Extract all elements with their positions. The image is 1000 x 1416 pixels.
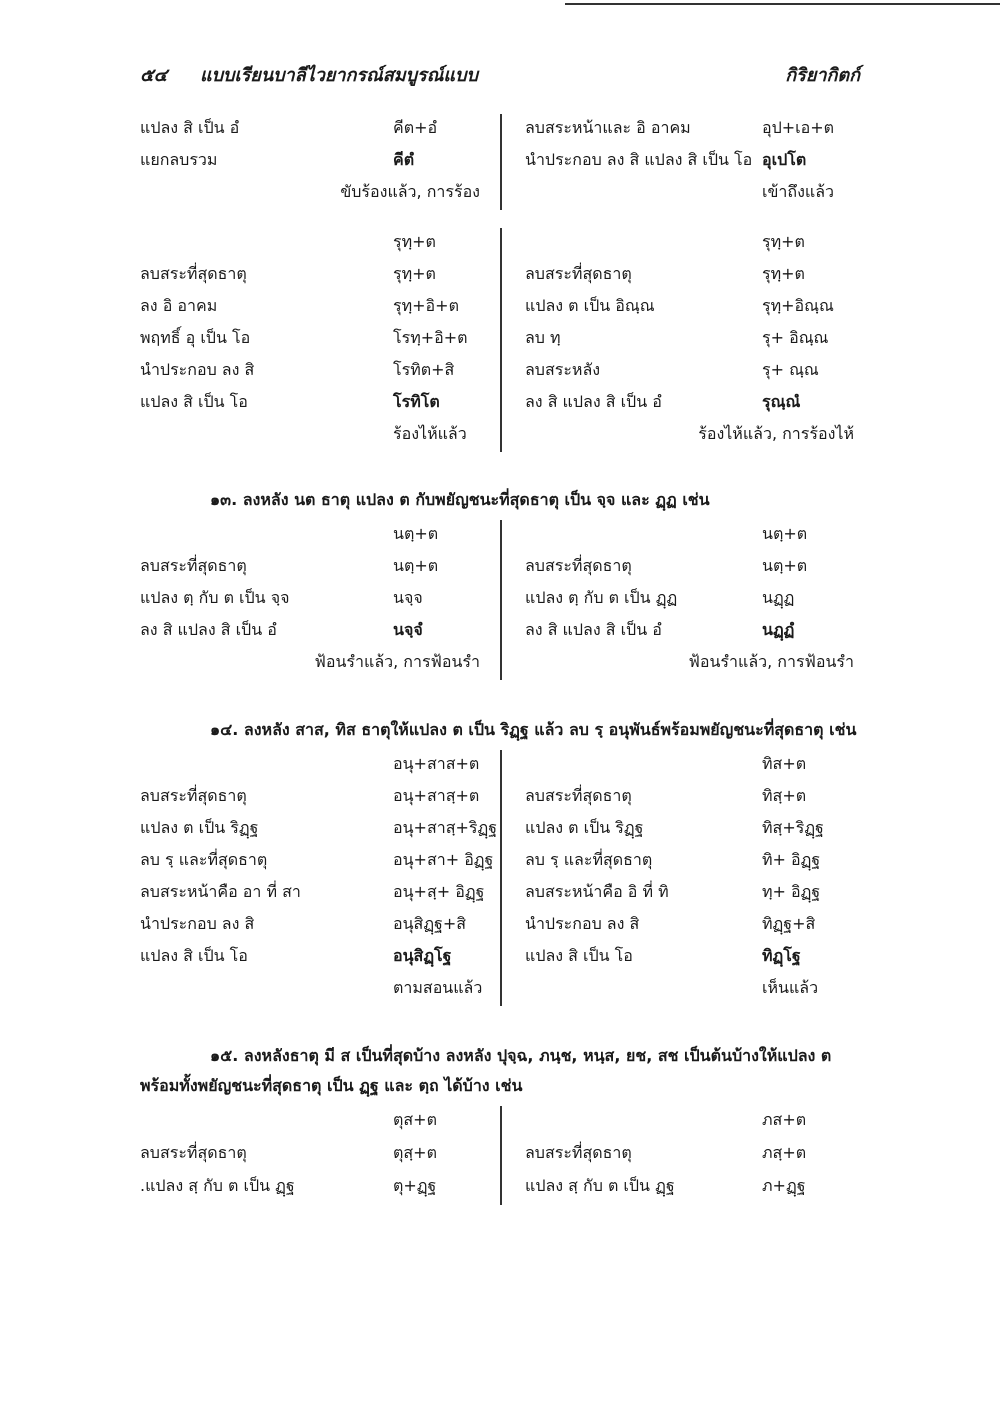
step-label-left: แปลง ตฺ กับ ต เป็น จฺจ <box>140 588 290 607</box>
rule-14-heading: ๑๔. ลงหลัง สาส, ทิส ธาตุให้แปลง ต เป็น ริฏฺฐ แล้ว ลบ รฺ อนุพันธ์พร้อมพยัญชนะที่สุดธาตุ เช่น <box>210 720 857 739</box>
step-label-left: ลบสระที่สุดธาตุ <box>140 786 247 805</box>
meaning-right: ร้องไห้แล้ว, การร้องไห้ <box>698 424 854 443</box>
step-label-right: แปลง ต เป็น ริฏฺฐ <box>525 818 644 837</box>
root-form-left: นตฺ+ต <box>393 524 439 543</box>
form-right: ทิสฺ+ริฏฺฐ <box>762 818 824 837</box>
step-label-left: นำประกอบ ลง สิ <box>140 914 255 933</box>
step-label-left: แยกลบรวม <box>140 150 218 169</box>
form-right: ทฺ+ อิฏฺฐ <box>762 882 821 901</box>
meaning-left: ร้องไห้แล้ว <box>393 424 467 443</box>
page-number: ๕๔ <box>140 65 168 86</box>
step-label-left: ลบสระหน้าคือ อา ที่ สา <box>140 882 301 901</box>
form-left: ตุสฺ+ต <box>393 1143 437 1162</box>
column-separator <box>500 1106 502 1205</box>
column-separator <box>500 520 502 680</box>
form-right: อุเปโต <box>762 150 807 169</box>
form-right: ทิฏฺฐ+สิ <box>762 914 816 933</box>
step-label-left: ลบ รฺ และที่สุดธาตุ <box>140 850 268 869</box>
form-right: รุ+ ณฺณ <box>762 360 819 379</box>
rule-15-heading-line2: พร้อมทั้งพยัญชนะที่สุดธาตุ เป็น ฏฺฐ และ ตฺถ ได้บ้าง เช่น <box>140 1076 523 1095</box>
root-form-right: ภส+ต <box>762 1110 807 1129</box>
step-label-right: ลบ ทฺ <box>525 328 561 347</box>
step-label-left: แปลง สิ เป็น อํ <box>140 118 240 137</box>
form-left: คีต+อํ <box>393 118 438 137</box>
form-left: นจฺจํ <box>393 620 423 639</box>
column-separator <box>500 114 502 210</box>
step-label-left: ลบสระที่สุดธาตุ <box>140 264 247 283</box>
step-label-right: แปลง ตฺ กับ ต เป็น ฏฺฏ <box>525 588 678 607</box>
form-left: ตุ+ฏฺฐ <box>393 1176 437 1195</box>
root-form-left: อนุ+สาส+ต <box>393 754 480 773</box>
form-right: ภ+ฏฺฐ <box>762 1176 806 1195</box>
step-label-left: แปลง สิ เป็น โอ <box>140 392 248 411</box>
step-label-right: ลง สิ แปลง สิ เป็น อํ <box>525 392 662 411</box>
column-separator <box>500 228 502 452</box>
root-form-right: ทิส+ต <box>762 754 807 773</box>
form-right: ทิฏฺโฐ <box>762 946 801 965</box>
step-label-right: นำประกอบ ลง สิ <box>525 914 640 933</box>
form-right: รุทฺ+อิณฺณ <box>762 296 834 315</box>
root-form-left: ตุส+ต <box>393 1110 437 1129</box>
meaning-left: ฟ้อนรำแล้ว, การฟ้อนรำ <box>314 652 480 671</box>
form-left: อนุ+สาสฺ+ต <box>393 786 480 805</box>
meaning-right: เข้าถึงแล้ว <box>762 182 834 201</box>
form-right: รุณฺณํ <box>762 392 801 411</box>
step-label-right: ลง สิ แปลง สิ เป็น อํ <box>525 620 662 639</box>
step-label-left: ลง อิ อาคม <box>140 296 218 315</box>
form-right: ภสฺ+ต <box>762 1143 807 1162</box>
form-right: รุทฺ+ต <box>762 264 805 283</box>
form-left: โรทฺ+อิ+ต <box>393 328 468 347</box>
step-label-left: แปลง ต เป็น ริฏฺฐ <box>140 818 259 837</box>
form-right: นฏฺฏ <box>762 588 795 607</box>
step-label-right: แปลง สิ เป็น โอ <box>525 946 633 965</box>
step-label-left: ลบสระที่สุดธาตุ <box>140 1143 247 1162</box>
step-label-left: แปลง สิ เป็น โอ <box>140 946 248 965</box>
form-left: อนุสิฏฺโฐ <box>393 946 452 965</box>
form-right: นฏฺฏํ <box>762 620 795 639</box>
step-label-right: ลบสระที่สุดธาตุ <box>525 1143 632 1162</box>
form-right: ทิสฺ+ต <box>762 786 807 805</box>
form-left: คีตํ <box>393 150 415 169</box>
book-title: แบบเรียนบาลีไวยากรณ์สมบูรณ์แบบ <box>200 65 478 86</box>
chapter-title: กิริยากิตก์ <box>785 65 860 86</box>
form-left: อนุ+สา+ อิฏฺฐ <box>393 850 494 869</box>
rule-13-heading: ๑๓. ลงหลัง นต ธาตุ แปลง ต กับพยัญชนะที่สุดธาตุ เป็น จฺจ และ ฏฺฏ เช่น <box>210 490 710 509</box>
root-form-right: รุทฺ+ต <box>762 232 805 251</box>
step-label-right: ลบ รฺ และที่สุดธาตุ <box>525 850 653 869</box>
form-left: รุทฺ+ต <box>393 264 436 283</box>
top-rule <box>565 3 1000 5</box>
form-right: รุ+ อิณฺณ <box>762 328 829 347</box>
rule-15-heading-line1: ๑๕. ลงหลังธาตุ มี ส เป็นที่สุดบ้าง ลงหลัง ปุจฺฉ, ภนฺช, หนฺส, ยช, สช เป็นต้นบ้างให้แปลง ต <box>210 1046 832 1065</box>
step-label-right: ลบสระที่สุดธาตุ <box>525 264 632 283</box>
form-left: อนุสิฏฺฐ+สิ <box>393 914 467 933</box>
step-label-right: ลบสระหลัง <box>525 360 601 379</box>
step-label-right: ลบสระหน้าคือ อิ ที่ ทิ <box>525 882 669 901</box>
form-right: ทิ+ อิฏฺฐ <box>762 850 821 869</box>
step-label-right: ลบสระที่สุดธาตุ <box>525 556 632 575</box>
step-label-left: ลบสระที่สุดธาตุ <box>140 556 247 575</box>
meaning-left: ขับร้องแล้ว, การร้อง <box>340 182 480 201</box>
form-right: อุป+เอ+ต <box>762 118 835 137</box>
form-left: อนุ+สาสฺ+ริฏฺฐ <box>393 818 498 837</box>
step-label-right: นำประกอบ ลง สิ แปลง สิ เป็น โอ <box>525 150 753 169</box>
meaning-left: ตามสอนแล้ว <box>393 978 483 997</box>
meaning-right: เห็นแล้ว <box>762 978 819 997</box>
form-left: นตฺ+ต <box>393 556 439 575</box>
form-left: อนุ+สฺ+ อิฏฺฐ <box>393 882 485 901</box>
form-left: นจฺจ <box>393 588 423 607</box>
step-label-right: ลบสระหน้าและ อิ อาคม <box>525 118 691 137</box>
root-form-left: รุทฺ+ต <box>393 232 436 251</box>
form-left: โรทิต+สิ <box>393 360 455 379</box>
step-label-left: ลง สิ แปลง สิ เป็น อํ <box>140 620 277 639</box>
root-form-right: นตฺ+ต <box>762 524 808 543</box>
form-left: รุทฺ+อิ+ต <box>393 296 459 315</box>
form-right: นตฺ+ต <box>762 556 808 575</box>
meaning-right: ฟ้อนรำแล้ว, การฟ้อนรำ <box>688 652 854 671</box>
column-separator <box>500 750 502 1006</box>
form-left: โรทิโต <box>393 392 440 411</box>
step-label-left: พฤทธิ์ อุ เป็น โอ <box>140 328 251 347</box>
step-label-right: ลบสระที่สุดธาตุ <box>525 786 632 805</box>
step-label-right: แปลง ต เป็น อิณฺณ <box>525 296 655 315</box>
step-label-left: นำประกอบ ลง สิ <box>140 360 255 379</box>
step-label-right: แปลง สฺ กับ ต เป็น ฏฺฐ <box>525 1176 675 1195</box>
step-label-left: .แปลง สฺ กับ ต เป็น ฏฺฐ <box>140 1176 295 1195</box>
